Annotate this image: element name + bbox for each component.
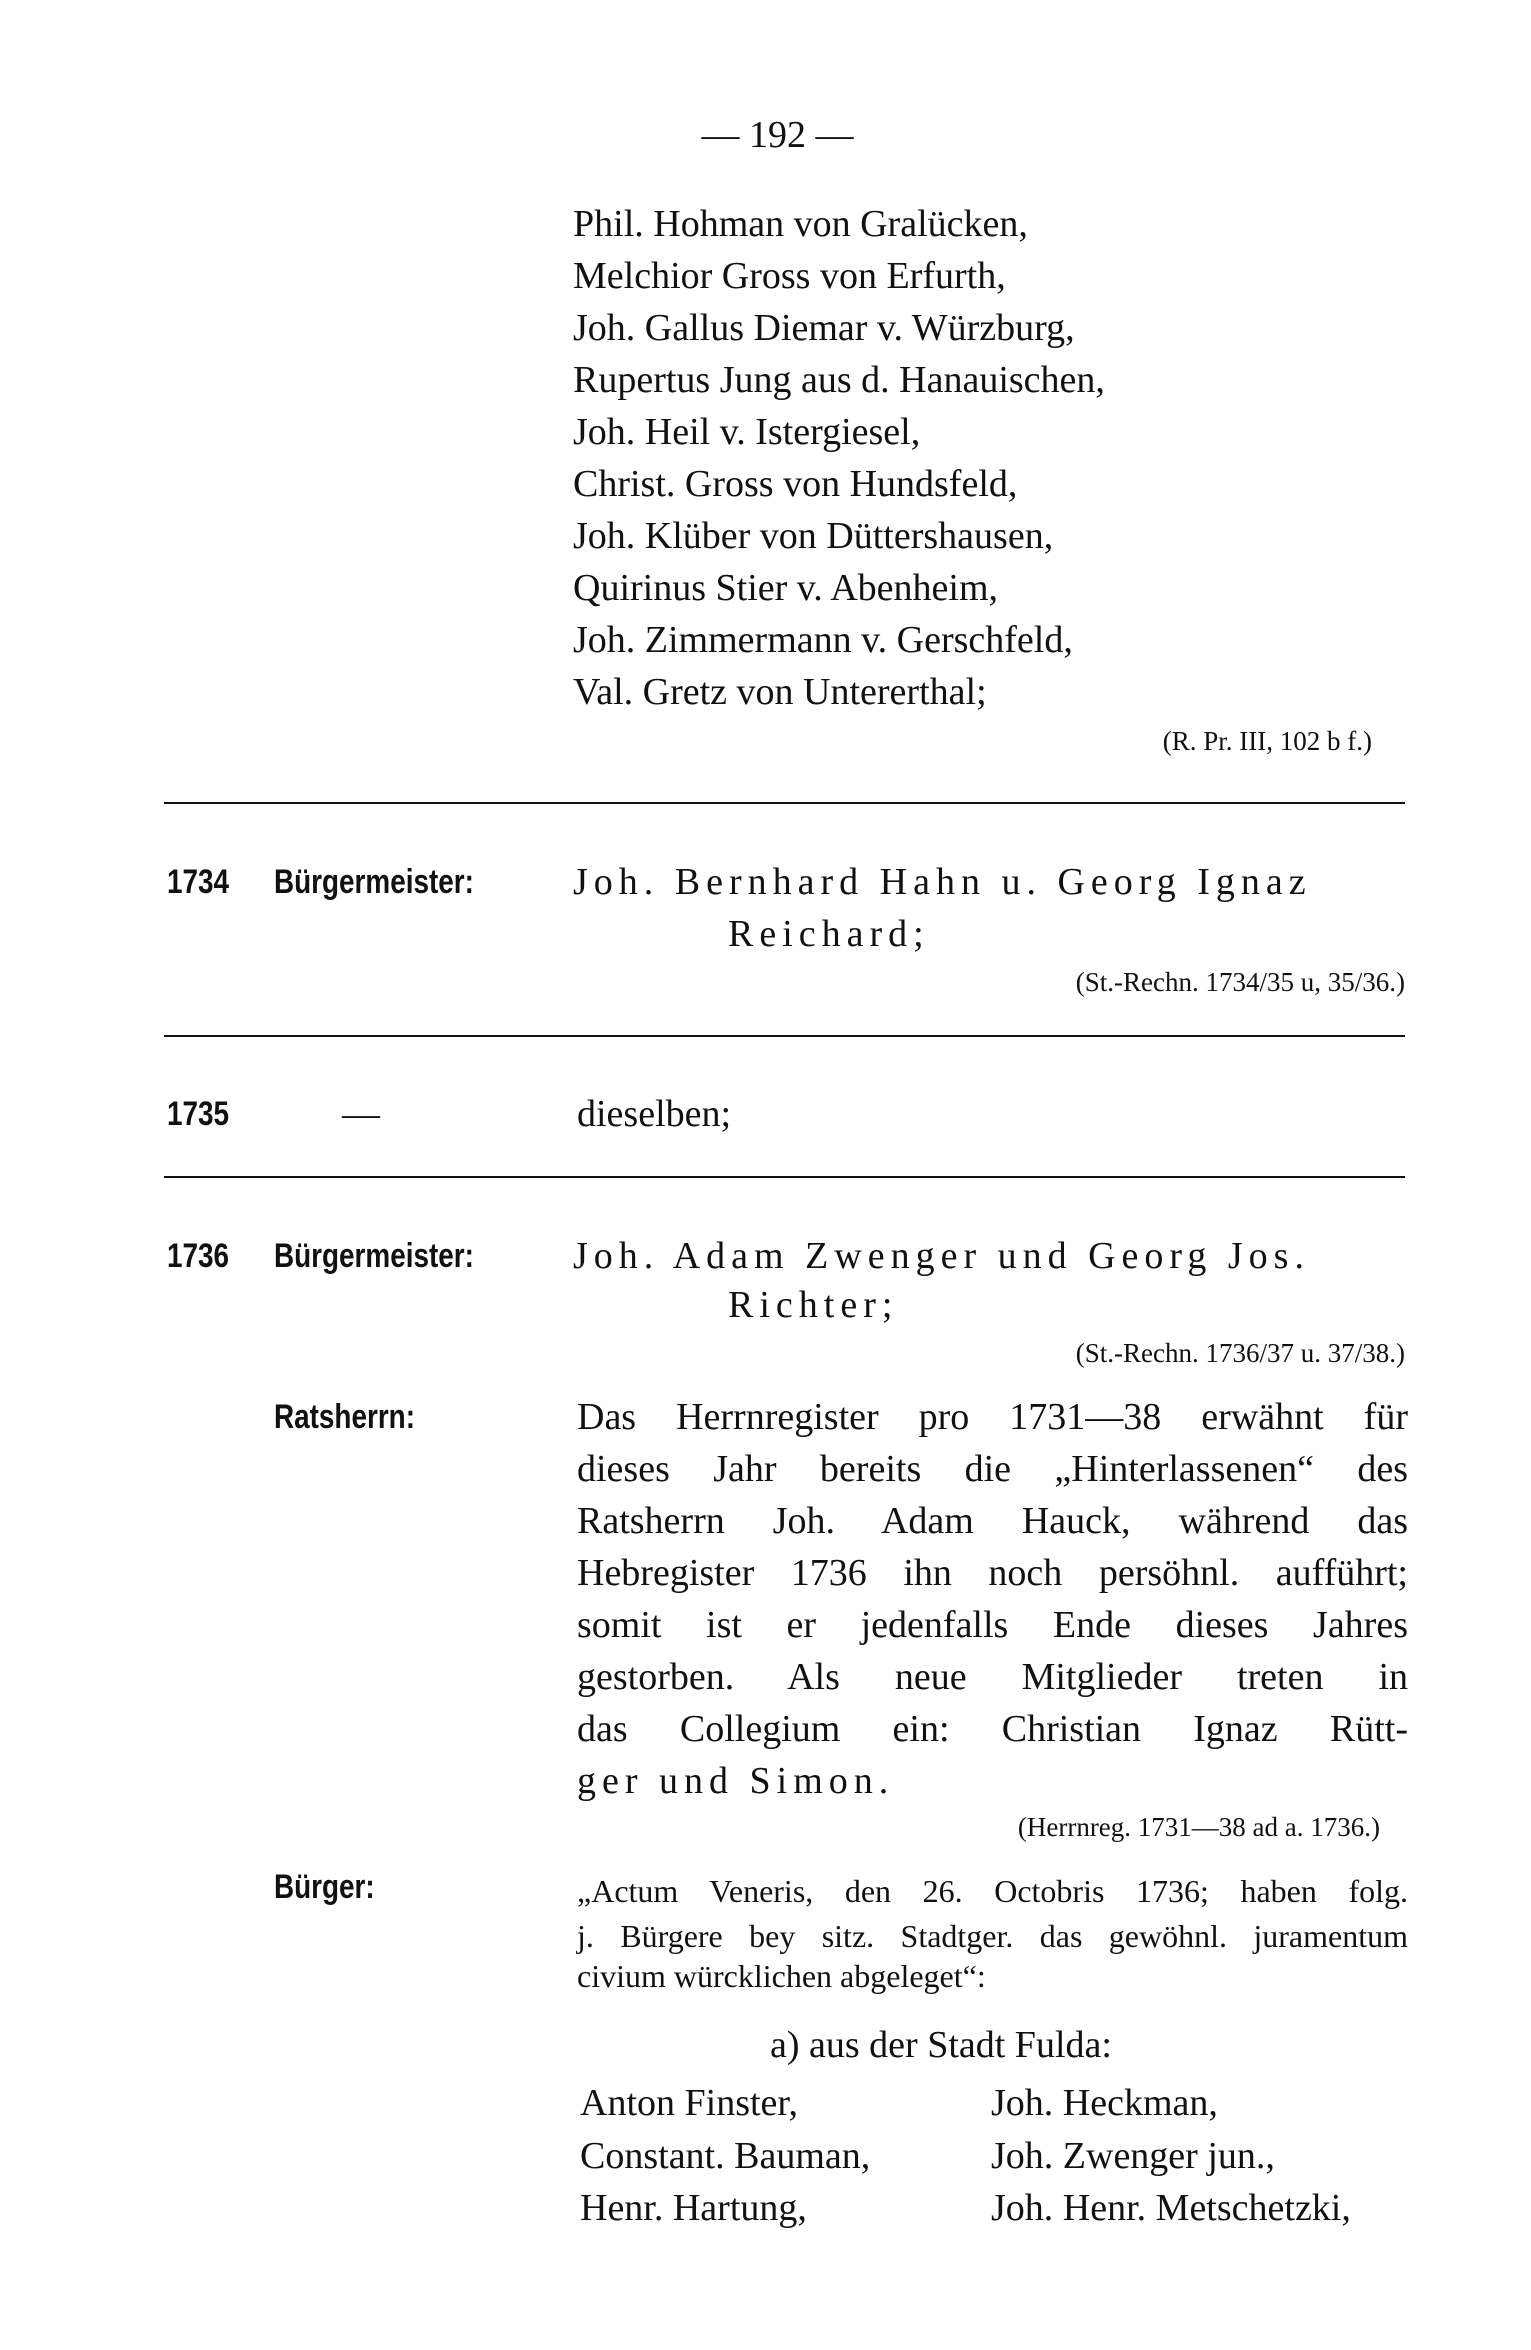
role-label: Bürgermeister: bbox=[274, 1237, 474, 1275]
list-item: Joh. Zwenger jun., bbox=[991, 2135, 1275, 2177]
paragraph-line: somit ist er jedenfalls Ende dieses Jahres bbox=[577, 1604, 1408, 1646]
list-item: Val. Gretz von Untererthal; bbox=[573, 671, 987, 713]
entry-text: Reichard; bbox=[728, 913, 930, 955]
list-item: Quirinus Stier v. Abenheim, bbox=[573, 567, 998, 609]
year-label: 1735 bbox=[167, 1095, 230, 1133]
list-item: Henr. Hartung, bbox=[580, 2187, 807, 2229]
divider bbox=[164, 1176, 1405, 1178]
paragraph-line: Ratsherrn Joh. Adam Hauck, während das bbox=[577, 1500, 1408, 1542]
list-item: Constant. Bauman, bbox=[580, 2135, 871, 2177]
quote-line: „Actum Veneris, den 26. Octobris 1736; haben folg. bbox=[577, 1873, 1408, 1909]
entry-text: Richter; bbox=[728, 1284, 899, 1326]
buerger-label: Bürger: bbox=[274, 1868, 375, 1906]
list-item: Joh. Zimmermann v. Gerschfeld, bbox=[573, 619, 1073, 661]
list-item: Anton Finster, bbox=[580, 2082, 799, 2124]
year-label: 1734 bbox=[167, 863, 230, 901]
list-item: Joh. Klüber von Düttershausen, bbox=[573, 515, 1054, 557]
list-item: Joh. Gallus Diemar v. Würzburg, bbox=[573, 307, 1075, 349]
paragraph-line: Das Herrnregister pro 1731—38 erwähnt für bbox=[577, 1396, 1408, 1438]
paragraph-line: das Collegium ein: Christian Ignaz Rütt- bbox=[577, 1708, 1408, 1750]
citation: (R. Pr. III, 102 b f.) bbox=[1162, 726, 1372, 756]
list-item: Rupertus Jung aus d. Hanauischen, bbox=[573, 359, 1105, 401]
dash: — bbox=[342, 1093, 380, 1135]
entry-text: dieselben; bbox=[577, 1093, 732, 1135]
divider bbox=[164, 802, 1405, 804]
entry-text: Joh. Adam Zwenger und Georg Jos. bbox=[573, 1235, 1310, 1277]
quote-line: civium würcklichen abgeleget“: bbox=[577, 1958, 986, 1994]
page-number: — 192 — bbox=[701, 114, 854, 156]
paragraph-line: dieses Jahr bereits die „Hinterlassenen“ des bbox=[577, 1448, 1408, 1490]
ratsherrn-label: Ratsherrn: bbox=[274, 1398, 415, 1436]
list-item: Phil. Hohman von Gralücken, bbox=[573, 203, 1028, 245]
quote-line: j. Bürgere bey sitz. Stadtger. das gewöhnl. juramentum bbox=[577, 1918, 1408, 1954]
paragraph-line: ger und Simon. bbox=[577, 1760, 895, 1802]
citation: (St.-Rechn. 1736/37 u. 37/38.) bbox=[1075, 1338, 1405, 1368]
paragraph-line: gestorben. Als neue Mitglieder treten in bbox=[577, 1656, 1408, 1698]
year-label: 1736 bbox=[167, 1237, 230, 1275]
paragraph-line: Hebregister 1736 ihn noch persöhnl. aufführt; bbox=[577, 1552, 1408, 1594]
list-item: Joh. Heckman, bbox=[991, 2082, 1218, 2124]
subheading: a) aus der Stadt Fulda: bbox=[770, 2024, 1112, 2066]
list-item: Joh. Henr. Metschetzki, bbox=[991, 2187, 1351, 2229]
role-label: Bürgermeister: bbox=[274, 863, 474, 901]
citation: (St.-Rechn. 1734/35 u, 35/36.) bbox=[1075, 967, 1405, 997]
list-item: Joh. Heil v. Istergiesel, bbox=[573, 411, 921, 453]
entry-text: Joh. Bernhard Hahn u. Georg Ignaz bbox=[573, 861, 1312, 903]
list-item: Melchior Gross von Erfurth, bbox=[573, 255, 1006, 297]
list-item: Christ. Gross von Hundsfeld, bbox=[573, 463, 1018, 505]
divider bbox=[164, 1035, 1405, 1037]
citation: (Herrnreg. 1731—38 ad a. 1736.) bbox=[1017, 1812, 1380, 1842]
